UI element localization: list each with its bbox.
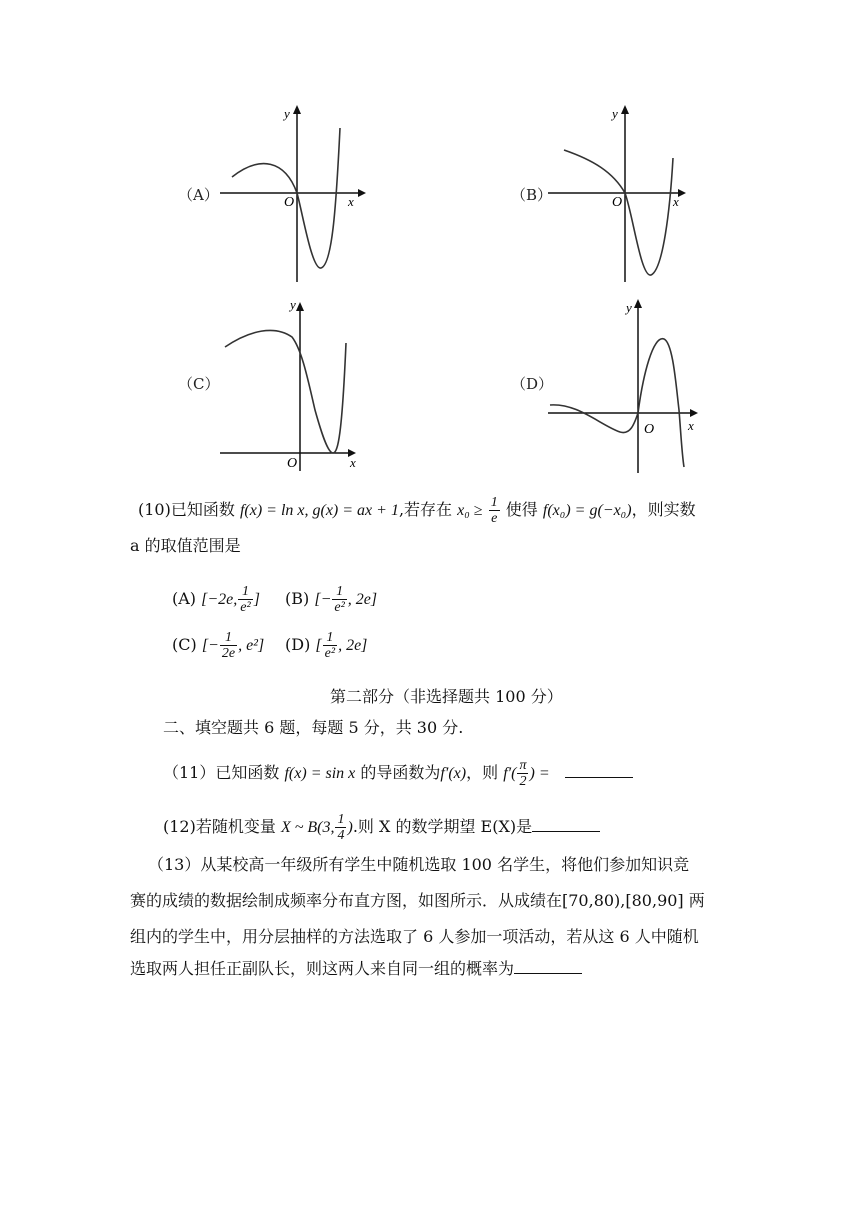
question-13-line-3: 组内的学生中，用分层抽样的方法选取了 6 人参加一项活动，若从这 6 人中随机: [130, 927, 699, 946]
axis-y-label: y: [612, 106, 618, 121]
answer-blank: [532, 817, 600, 832]
axis-x-label: x: [688, 418, 694, 433]
option-a: (A) [−2e, $\frac{1}{\text{e²}}$ ]: [172, 584, 260, 615]
question-12: (12)若随机变量 X ~ B(3, $\frac{1}{4}$ ).则 X 的数学期望 E(X)是: [163, 812, 600, 843]
option-label: (D): [285, 635, 311, 654]
option-c: (C) [− $\frac{1}{2e}$ , e²]: [172, 630, 265, 661]
question-number: （11）: [163, 763, 216, 782]
graph-d: [548, 295, 708, 475]
origin-label: O: [612, 195, 623, 210]
graph-a: [220, 100, 380, 285]
equation: f(x₀) = g(−x₀): [542, 502, 632, 519]
question-text: 使得: [505, 500, 538, 519]
axis-x-label: x: [350, 455, 356, 470]
function-definition: f(x) = sin x: [284, 765, 356, 782]
origin-label: O: [644, 422, 655, 437]
origin-label: O: [284, 195, 295, 210]
answer-blank: [565, 763, 633, 778]
option-label: (C): [172, 635, 197, 654]
question-10-line2: a 的取值范围是: [130, 536, 241, 555]
axis-y-label: y: [290, 297, 296, 312]
origin-label: O: [287, 456, 298, 471]
option-label: (A): [172, 589, 197, 608]
axis-x-label: x: [673, 194, 679, 209]
graph-c: [220, 295, 380, 475]
question-text: ，则实数: [631, 500, 696, 519]
graph-d-label: （D）: [511, 375, 554, 393]
question-13-line-1: （13）从某校高一年级所有学生中随机选取 100 名学生，将他们参加知识竞: [148, 855, 690, 874]
graph-a-label: （A）: [178, 186, 219, 204]
axis-y-label: y: [626, 300, 632, 315]
question-13-line-2: 赛的成绩的数据绘制成频率分布直方图，如图所示．从成绩在[70,80),[80,90] 两: [130, 891, 705, 910]
axis-y-label: y: [284, 106, 290, 121]
question-text: 已知函数: [170, 500, 235, 519]
answer-blank: [514, 959, 582, 974]
section-subtitle: 二、填空题共 6 题，每题 5 分，共 30 分.: [163, 718, 464, 737]
option-label: (B): [285, 589, 310, 608]
question-13-line-4: 选取两人担任正副队长，则这两人来自同一组的概率为: [130, 951, 582, 987]
option-d: (D) [ $\frac{1}{\text{e²}}$ , 2e]: [285, 630, 368, 661]
question-number: (12): [163, 817, 196, 836]
question-number: (10): [138, 500, 171, 519]
graph-c-label: （C）: [178, 375, 220, 393]
axis-x-label: x: [348, 194, 354, 209]
graph-b: [548, 100, 708, 285]
function-definition: f(x) = ln x, g(x) = ax + 1: [239, 502, 399, 519]
section-title: 第二部分（非选择题共 100 分）: [330, 687, 563, 706]
question-text: ,若存在: [398, 500, 453, 519]
condition-left: x₀ ≥: [457, 502, 483, 519]
question-11: （11）已知函数 f(x) = sin x 的导函数为f′(x)，则 f′( $\frac{\pi}{2}$ ) =: [163, 758, 633, 789]
condition-fraction: $\frac{1}{e}$: [490, 495, 498, 526]
graph-b-label: （B）: [511, 186, 553, 204]
option-b: (B) [− $\frac{1}{\text{e²}}$ , 2e]: [285, 584, 378, 615]
question-10: [138, 495, 696, 526]
